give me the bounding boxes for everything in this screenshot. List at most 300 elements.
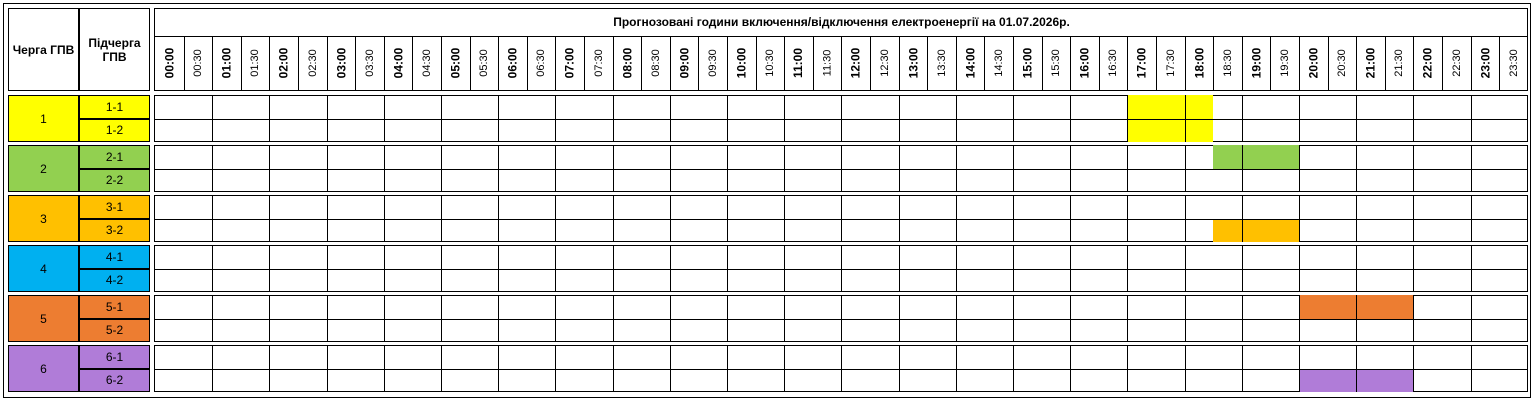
- subqueue-cell-1-1: [79, 95, 150, 119]
- time-label-text: 19:00: [1249, 47, 1264, 79]
- time-label-0930: [698, 36, 727, 90]
- time-label-1800: [1185, 36, 1214, 90]
- hour-divider: [1127, 95, 1128, 142]
- hour-divider: [727, 295, 728, 342]
- time-label-2130: [1385, 36, 1414, 90]
- hour-divider: [555, 245, 556, 292]
- hour-divider: [1185, 345, 1186, 392]
- time-label-1200: [841, 36, 870, 90]
- header-slot-divider: [1385, 36, 1386, 91]
- time-label-text: 01:00: [219, 47, 234, 79]
- hour-divider: [1413, 295, 1414, 342]
- hour-divider: [269, 145, 270, 192]
- hour-divider: [1413, 145, 1414, 192]
- hour-divider: [1299, 245, 1300, 292]
- hour-divider: [327, 195, 328, 242]
- outage-slot-1-2-1700: [1127, 119, 1156, 143]
- hour-divider: [784, 95, 785, 142]
- time-label-text: 06:00: [505, 47, 520, 79]
- hour-divider: [555, 345, 556, 392]
- hour-divider: [613, 145, 614, 192]
- time-label-text: 09:00: [677, 47, 692, 79]
- queue-label: 2: [40, 161, 47, 176]
- hour-divider: [498, 345, 499, 392]
- hour-divider: [784, 345, 785, 392]
- time-label-text: 03:30: [363, 49, 376, 77]
- hour-divider: [1356, 145, 1357, 192]
- hour-divider: [841, 145, 842, 192]
- hour-divider: [1185, 295, 1186, 342]
- hour-divider: [1413, 95, 1414, 142]
- time-label-text: 01:30: [249, 49, 262, 77]
- hour-divider: [498, 145, 499, 192]
- hour-divider: [441, 245, 442, 292]
- hour-divider: [1299, 295, 1300, 342]
- hour-divider: [1471, 295, 1472, 342]
- header-slot-divider: [1099, 36, 1100, 91]
- subqueue-cell-2-2: [79, 169, 150, 193]
- time-label-2300: [1471, 36, 1500, 90]
- hour-divider: [727, 345, 728, 392]
- header-slot-divider: [212, 36, 213, 91]
- hour-divider: [1471, 95, 1472, 142]
- header-slot-divider: [298, 36, 299, 91]
- time-label-1530: [1042, 36, 1071, 90]
- hour-divider: [1070, 145, 1071, 192]
- time-label-text: 02:30: [306, 49, 319, 77]
- time-label-text: 17:00: [1134, 47, 1149, 79]
- time-label-1230: [870, 36, 899, 90]
- outage-slot-6-2-2130: [1385, 369, 1414, 393]
- hour-divider: [384, 145, 385, 192]
- header-slot-divider: [1442, 36, 1443, 91]
- time-label-0430: [412, 36, 441, 90]
- hour-divider: [1242, 245, 1243, 292]
- hour-divider: [212, 95, 213, 142]
- header-slot-divider: [613, 36, 614, 91]
- hour-divider: [784, 195, 785, 242]
- queue-cell-4: [8, 245, 79, 292]
- hour-divider: [1070, 345, 1071, 392]
- outage-slot-6-2-2030: [1328, 369, 1357, 393]
- header-slot-divider: [670, 36, 671, 91]
- hour-divider: [1356, 295, 1357, 342]
- hour-divider: [1185, 195, 1186, 242]
- header-slot-divider: [1499, 36, 1500, 91]
- time-label-2330: [1499, 36, 1528, 90]
- time-label-2230: [1442, 36, 1471, 90]
- time-label-text: 09:30: [706, 49, 719, 77]
- hour-divider: [441, 295, 442, 342]
- hour-divider: [1242, 345, 1243, 392]
- header-slot-divider: [498, 36, 499, 91]
- hour-divider: [384, 345, 385, 392]
- hour-divider: [1185, 245, 1186, 292]
- hour-divider: [1356, 95, 1357, 142]
- hour-divider: [670, 195, 671, 242]
- time-label-text: 12:30: [878, 49, 891, 77]
- hour-divider: [899, 95, 900, 142]
- hour-divider: [212, 145, 213, 192]
- time-label-text: 23:30: [1507, 49, 1520, 77]
- subqueue-label: 3-2: [105, 223, 124, 238]
- hour-divider: [384, 295, 385, 342]
- hour-divider: [1299, 95, 1300, 142]
- header-slot-divider: [841, 36, 842, 91]
- hour-divider: [1471, 195, 1472, 242]
- subqueue-label: 1-1: [105, 99, 124, 114]
- hour-divider: [327, 145, 328, 192]
- header-slot-divider: [927, 36, 928, 91]
- hour-divider: [1242, 295, 1243, 342]
- time-label-0900: [670, 36, 699, 90]
- hour-divider: [212, 245, 213, 292]
- time-label-0300: [327, 36, 356, 90]
- hour-divider: [212, 195, 213, 242]
- header-slot-divider: [470, 36, 471, 91]
- header-slot-divider: [355, 36, 356, 91]
- queue-cell-5: [8, 295, 79, 342]
- queue-header-label: Черга ГПВ: [12, 42, 75, 57]
- time-label-text: 15:00: [1020, 47, 1035, 79]
- hour-divider: [384, 245, 385, 292]
- hour-divider: [212, 345, 213, 392]
- subqueue-label: 5-1: [105, 299, 124, 314]
- time-label-text: 19:30: [1278, 49, 1291, 77]
- header-slot-divider: [1213, 36, 1214, 91]
- time-label-text: 12:00: [848, 47, 863, 79]
- hour-divider: [327, 245, 328, 292]
- outage-slot-2-1-1930: [1270, 145, 1299, 169]
- hour-divider: [956, 245, 957, 292]
- time-label-text: 18:00: [1191, 47, 1206, 79]
- time-label-text: 00:00: [162, 47, 177, 79]
- outage-slot-6-2-2000: [1299, 369, 1328, 393]
- time-label-1830: [1213, 36, 1242, 90]
- time-label-0030: [184, 36, 213, 90]
- subqueue-label: 1-2: [105, 123, 124, 138]
- time-label-2100: [1356, 36, 1385, 90]
- hour-divider: [327, 95, 328, 142]
- hour-divider: [841, 345, 842, 392]
- hour-divider: [1299, 195, 1300, 242]
- hour-divider: [1471, 245, 1472, 292]
- time-label-text: 16:00: [1077, 47, 1092, 79]
- time-label-text: 23:00: [1477, 47, 1492, 79]
- hour-divider: [899, 345, 900, 392]
- time-label-1400: [956, 36, 985, 90]
- hour-divider: [1356, 195, 1357, 242]
- time-label-text: 16:30: [1107, 49, 1120, 77]
- time-label-text: 08:30: [649, 49, 662, 77]
- time-label-text: 10:30: [763, 49, 776, 77]
- time-label-text: 10:00: [734, 47, 749, 79]
- hour-divider: [613, 345, 614, 392]
- time-label-text: 02:00: [276, 47, 291, 79]
- hour-divider: [1185, 95, 1186, 142]
- outage-slot-5-1-2000: [1299, 295, 1328, 319]
- header-slot-divider: [1127, 36, 1128, 91]
- time-label-text: 22:00: [1420, 47, 1435, 79]
- hour-divider: [1070, 245, 1071, 292]
- hour-divider: [670, 245, 671, 292]
- header-slot-divider: [870, 36, 871, 91]
- hour-divider: [1070, 295, 1071, 342]
- time-label-text: 11:00: [791, 47, 806, 79]
- hour-divider: [1356, 345, 1357, 392]
- header-slot-divider: [1270, 36, 1271, 91]
- time-label-1430: [984, 36, 1013, 90]
- hour-divider: [1242, 145, 1243, 192]
- hour-divider: [670, 145, 671, 192]
- time-label-1900: [1242, 36, 1271, 90]
- header-slot-divider: [1242, 36, 1243, 91]
- hour-divider: [384, 95, 385, 142]
- header-slot-divider: [698, 36, 699, 91]
- hour-divider: [555, 95, 556, 142]
- hour-divider: [899, 245, 900, 292]
- time-label-text: 21:30: [1393, 49, 1406, 77]
- time-label-1730: [1156, 36, 1185, 90]
- time-label-text: 11:30: [821, 49, 834, 77]
- subqueue-label: 4-1: [105, 249, 124, 264]
- time-label-text: 20:30: [1335, 49, 1348, 77]
- hour-divider: [670, 295, 671, 342]
- header-slot-divider: [813, 36, 814, 91]
- time-label-text: 14:30: [992, 49, 1005, 77]
- subqueue-label: 4-2: [105, 273, 124, 288]
- outage-slot-3-2-1900: [1242, 219, 1271, 243]
- time-label-1330: [927, 36, 956, 90]
- hour-divider: [555, 295, 556, 342]
- outage-slot-1-2-1730: [1156, 119, 1185, 143]
- hour-divider: [841, 95, 842, 142]
- hour-divider: [555, 195, 556, 242]
- outage-slot-5-1-2130: [1385, 295, 1414, 319]
- hour-divider: [269, 95, 270, 142]
- time-label-1700: [1127, 36, 1156, 90]
- time-label-0100: [212, 36, 241, 90]
- hour-divider: [498, 295, 499, 342]
- hour-divider: [727, 95, 728, 142]
- hour-divider: [269, 295, 270, 342]
- outage-slot-3-2-1830: [1213, 219, 1242, 243]
- header-slot-divider: [527, 36, 528, 91]
- time-label-0600: [498, 36, 527, 90]
- subqueue-cell-3-2: [79, 219, 150, 243]
- hour-divider: [1127, 345, 1128, 392]
- header-slot-divider: [241, 36, 242, 91]
- header-slot-divider: [1413, 36, 1414, 91]
- time-label-text: 06:30: [535, 49, 548, 77]
- time-label-text: 04:30: [420, 49, 433, 77]
- hour-divider: [956, 195, 957, 242]
- hour-divider: [1299, 345, 1300, 392]
- header-slot-divider: [184, 36, 185, 91]
- header-slot-divider: [899, 36, 900, 91]
- header-slot-divider: [1156, 36, 1157, 91]
- header-slot-divider: [641, 36, 642, 91]
- outage-slot-5-1-2100: [1356, 295, 1385, 319]
- time-label-0500: [441, 36, 470, 90]
- hour-divider: [1127, 245, 1128, 292]
- time-label-0130: [241, 36, 270, 90]
- hour-divider: [784, 295, 785, 342]
- time-label-0800: [613, 36, 642, 90]
- header-slot-divider: [984, 36, 985, 91]
- time-label-1630: [1099, 36, 1128, 90]
- time-label-text: 07:00: [562, 47, 577, 79]
- time-label-1930: [1270, 36, 1299, 90]
- hour-divider: [498, 245, 499, 292]
- subqueue-label: 5-2: [105, 323, 124, 338]
- outage-slot-1-1-1800: [1185, 95, 1214, 119]
- hour-divider: [269, 195, 270, 242]
- hour-divider: [613, 195, 614, 242]
- queue-label: 1: [40, 111, 47, 126]
- time-label-text: 18:30: [1221, 49, 1234, 77]
- time-label-text: 04:00: [391, 47, 406, 79]
- hour-divider: [1070, 195, 1071, 242]
- hour-divider: [498, 195, 499, 242]
- hour-divider: [1013, 345, 1014, 392]
- header-slot-divider: [1013, 36, 1014, 91]
- hour-divider: [841, 295, 842, 342]
- time-label-text: 14:00: [963, 47, 978, 79]
- hour-divider: [899, 295, 900, 342]
- time-label-text: 22:30: [1450, 49, 1463, 77]
- time-label-text: 17:30: [1164, 49, 1177, 77]
- queue-label: 5: [40, 311, 47, 326]
- outage-slot-1-2-1800: [1185, 119, 1214, 143]
- time-label-1100: [784, 36, 813, 90]
- header-slot-divider: [727, 36, 728, 91]
- subqueue-cell-6-1: [79, 345, 150, 369]
- time-label-1000: [727, 36, 756, 90]
- schedule-title: Прогнозовані години включення/відключення електроенергії на 01.07.2026р.: [613, 15, 1070, 29]
- time-label-0330: [355, 36, 384, 90]
- subqueue-cell-4-1: [79, 245, 150, 269]
- hour-divider: [498, 95, 499, 142]
- hour-divider: [1127, 145, 1128, 192]
- subqueue-cell-1-2: [79, 119, 150, 143]
- hour-divider: [956, 345, 957, 392]
- hour-divider: [784, 245, 785, 292]
- queue-cell-3: [8, 195, 79, 242]
- hour-divider: [1471, 145, 1472, 192]
- queue-label: 3: [40, 211, 47, 226]
- hour-divider: [670, 95, 671, 142]
- header-slot-divider: [1356, 36, 1357, 91]
- header-slot-divider: [956, 36, 957, 91]
- hour-divider: [613, 95, 614, 142]
- hour-divider: [441, 95, 442, 142]
- hour-divider: [956, 295, 957, 342]
- time-label-0200: [269, 36, 298, 90]
- subqueue-cell-2-1: [79, 145, 150, 169]
- time-label-0400: [384, 36, 413, 90]
- time-label-text: 00:30: [191, 49, 204, 77]
- hour-divider: [1413, 245, 1414, 292]
- outage-slot-1-1-1700: [1127, 95, 1156, 119]
- time-label-text: 15:30: [1049, 49, 1062, 77]
- hour-divider: [1013, 145, 1014, 192]
- outage-slot-2-1-1900: [1242, 145, 1271, 169]
- hour-divider: [841, 245, 842, 292]
- time-label-0630: [527, 36, 556, 90]
- time-label-0000: [155, 36, 184, 90]
- time-label-text: 13:30: [935, 49, 948, 77]
- hour-divider: [899, 195, 900, 242]
- header-slot-divider: [441, 36, 442, 91]
- hour-divider: [441, 145, 442, 192]
- header-slot-divider: [1471, 36, 1472, 91]
- time-label-0730: [584, 36, 613, 90]
- hour-divider: [1013, 195, 1014, 242]
- header-slot-divider: [327, 36, 328, 91]
- queue-label: 6: [40, 361, 47, 376]
- header-slot-divider: [584, 36, 585, 91]
- time-label-1130: [813, 36, 842, 90]
- subqueue-label: 3-1: [105, 199, 124, 214]
- time-label-0830: [641, 36, 670, 90]
- hour-divider: [269, 345, 270, 392]
- hour-divider: [1013, 245, 1014, 292]
- time-label-text: 21:00: [1363, 47, 1378, 79]
- outage-slot-2-1-1830: [1213, 145, 1242, 169]
- hour-divider: [384, 195, 385, 242]
- header-slot-divider: [384, 36, 385, 91]
- hour-divider: [327, 345, 328, 392]
- time-label-text: 05:30: [477, 49, 490, 77]
- time-label-text: 20:00: [1306, 47, 1321, 79]
- hour-divider: [441, 195, 442, 242]
- queue-cell-6: [8, 345, 79, 392]
- header-slot-divider: [555, 36, 556, 91]
- subqueue-label: 2-1: [105, 149, 124, 164]
- hour-divider: [613, 295, 614, 342]
- time-label-0530: [470, 36, 499, 90]
- hour-divider: [1356, 245, 1357, 292]
- hour-divider: [727, 195, 728, 242]
- hour-divider: [1127, 295, 1128, 342]
- time-label-text: 07:30: [592, 49, 605, 77]
- time-label-text: 05:00: [448, 47, 463, 79]
- time-label-text: 08:00: [619, 47, 634, 79]
- hour-divider: [1127, 195, 1128, 242]
- time-label-1600: [1070, 36, 1099, 90]
- hour-divider: [841, 195, 842, 242]
- subqueue-cell-5-1: [79, 295, 150, 319]
- subqueue-cell-4-2: [79, 269, 150, 293]
- queue-cell-1: [8, 95, 79, 142]
- subqueue-label: 6-2: [105, 373, 124, 388]
- time-label-2030: [1328, 36, 1357, 90]
- time-label-2200: [1413, 36, 1442, 90]
- hour-divider: [269, 245, 270, 292]
- header-slot-divider: [1328, 36, 1329, 91]
- header-slot-divider: [1042, 36, 1043, 91]
- outage-slot-1-1-1730: [1156, 95, 1185, 119]
- outage-slot-6-2-2100: [1356, 369, 1385, 393]
- time-label-2000: [1299, 36, 1328, 90]
- time-label-text: 13:00: [905, 47, 920, 79]
- time-label-text: 03:00: [333, 47, 348, 79]
- hour-divider: [1070, 95, 1071, 142]
- hour-divider: [1413, 195, 1414, 242]
- hour-divider: [555, 145, 556, 192]
- hour-divider: [899, 145, 900, 192]
